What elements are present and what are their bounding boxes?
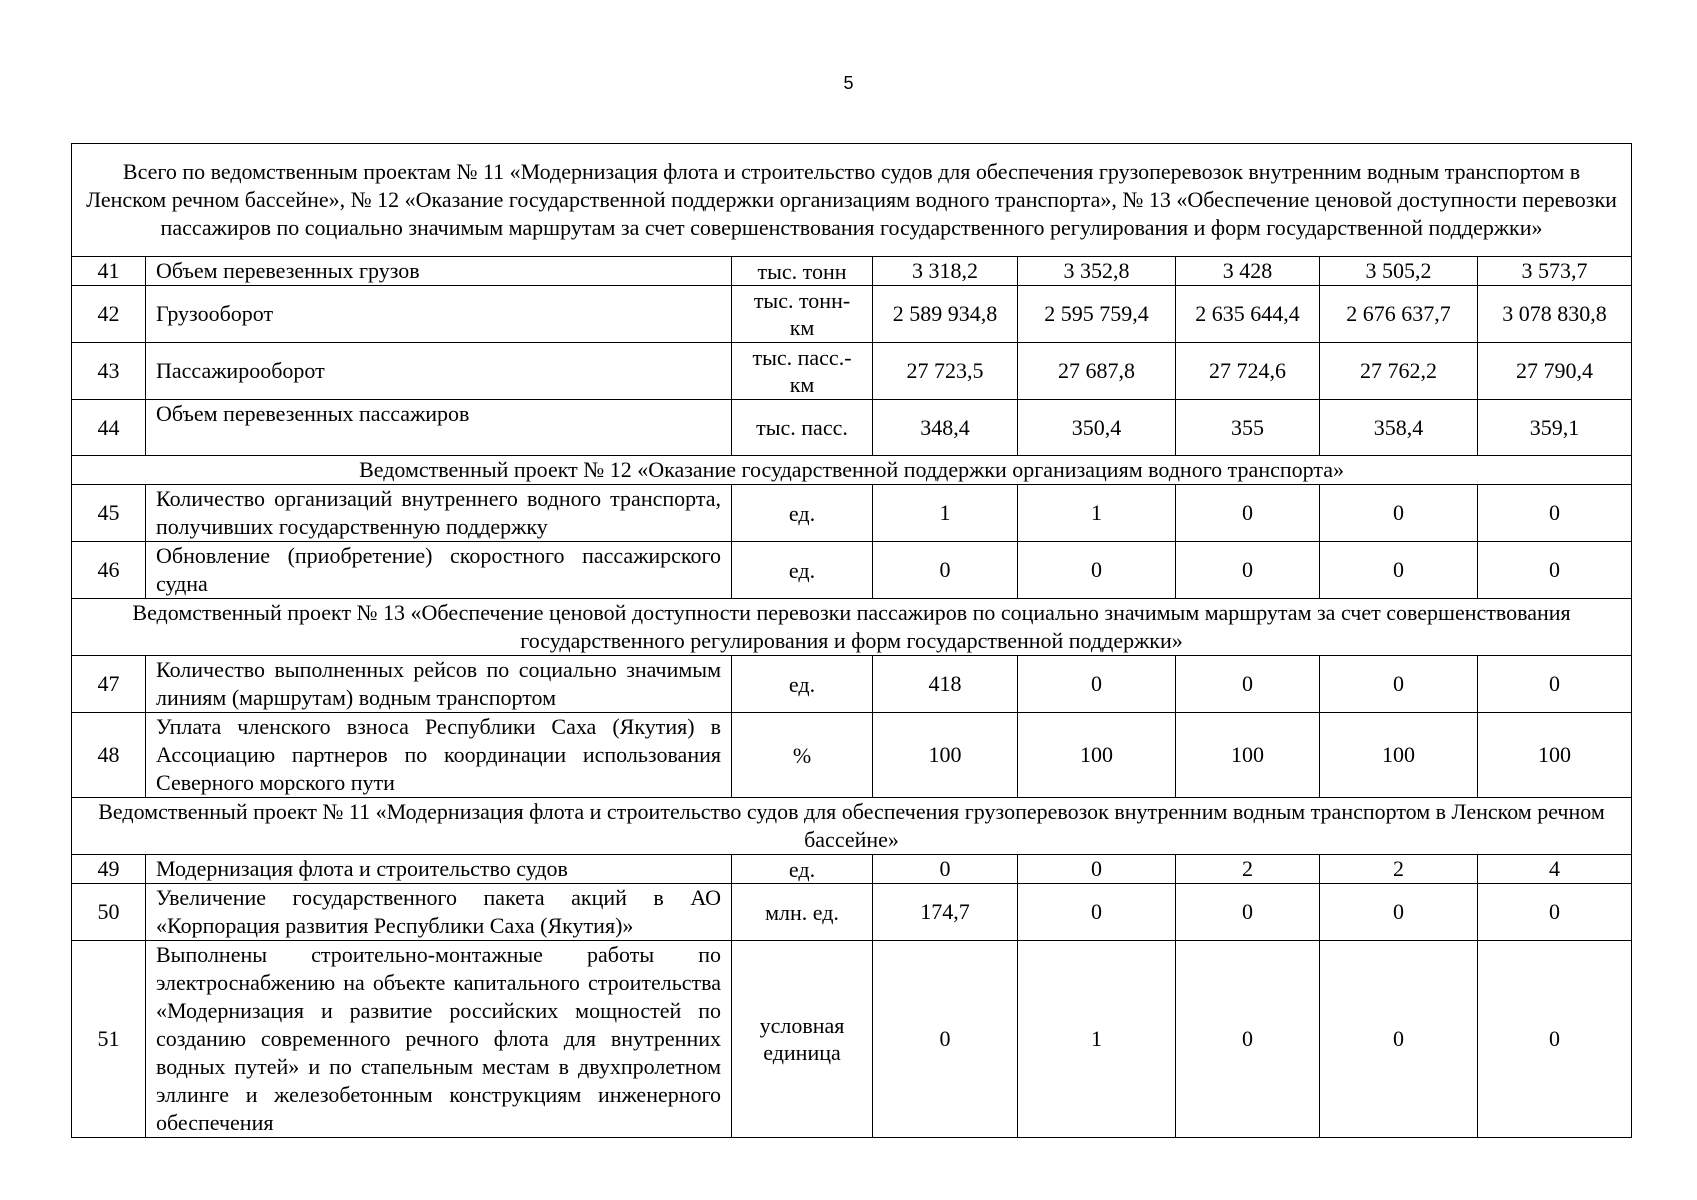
value-cell: 0 <box>1478 656 1632 713</box>
value-cell: 100 <box>873 713 1018 798</box>
unit-cell: ед. <box>732 542 873 599</box>
table-row <box>72 343 1632 400</box>
unit-cell: ед. <box>732 485 873 542</box>
unit-cell: млн. ед. <box>732 884 873 941</box>
row-number: 41 <box>72 257 146 286</box>
row-number: 49 <box>72 855 146 884</box>
unit-cell: тыс. пасс. <box>732 400 873 456</box>
value-cell: 27 790,4 <box>1478 343 1632 400</box>
value-cell: 0 <box>873 855 1018 884</box>
value-cell: 1 <box>1018 941 1176 1138</box>
value-cell: 0 <box>1320 884 1478 941</box>
value-cell: 355 <box>1176 400 1320 456</box>
table-row <box>72 257 1632 286</box>
row-number: 48 <box>72 713 146 798</box>
value-cell: 174,7 <box>873 884 1018 941</box>
value-cell: 0 <box>1176 485 1320 542</box>
row-number: 42 <box>72 286 146 343</box>
row-number: 51 <box>72 941 146 1138</box>
value-cell: 359,1 <box>1478 400 1632 456</box>
value-cell: 0 <box>1176 656 1320 713</box>
value-cell: 2 <box>1320 855 1478 884</box>
value-cell: 350,4 <box>1018 400 1176 456</box>
unit-cell: ед. <box>732 656 873 713</box>
value-cell: 0 <box>1018 542 1176 599</box>
table-row <box>72 485 1632 542</box>
value-cell: 3 573,7 <box>1478 257 1632 286</box>
value-cell: 3 318,2 <box>873 257 1018 286</box>
value-cell: 0 <box>1478 542 1632 599</box>
value-cell: 27 723,5 <box>873 343 1018 400</box>
row-number: 45 <box>72 485 146 542</box>
value-cell: 100 <box>1018 713 1176 798</box>
section-header-row <box>72 798 1632 855</box>
indicator-name: Объем перевезенных пассажиров <box>146 400 732 456</box>
table-body <box>72 144 1632 1138</box>
row-number: 50 <box>72 884 146 941</box>
value-cell: 0 <box>1176 542 1320 599</box>
value-cell: 0 <box>1320 485 1478 542</box>
value-cell: 2 595 759,4 <box>1018 286 1176 343</box>
value-cell: 2 676 637,7 <box>1320 286 1478 343</box>
value-cell: 0 <box>1320 941 1478 1138</box>
indicator-name: Модернизация флота и строительство судов <box>146 855 732 884</box>
indicator-name: Увеличение государственного пакета акций в АО «Корпорация развития Республики Саха (Якутия)» <box>146 884 732 941</box>
section-header: Ведомственный проект № 12 «Оказание государственной поддержки организациям водного транспорта» <box>72 456 1632 485</box>
value-cell: 0 <box>1320 542 1478 599</box>
section-header-row <box>72 599 1632 656</box>
indicator-name: Уплата членского взноса Республики Саха (Якутия) в Ассоциацию партнеров по координации использования Северного морского пути <box>146 713 732 798</box>
value-cell: 0 <box>1018 855 1176 884</box>
value-cell: 0 <box>1320 656 1478 713</box>
indicator-name: Выполнены строительно-монтажные работы по электроснабжению на объекте капитального строительства «Модернизация и развитие российских мощностей по созданию современного речного флота для внутренних водных путей» и по стапельным местам в двухпролетном эллинге и железобетонным конструкциям инженерного обеспечения <box>146 941 732 1138</box>
value-cell: 2 <box>1176 855 1320 884</box>
unit-cell: тыс. тонн-км <box>732 286 873 343</box>
table-row <box>72 884 1632 941</box>
indicator-name: Пассажирооборот <box>146 343 732 400</box>
indicator-name: Обновление (приобретение) скоростного пассажирского судна <box>146 542 732 599</box>
indicator-name: Количество выполненных рейсов по социально значимым линиям (маршрутам) водным транспортом <box>146 656 732 713</box>
value-cell: 100 <box>1176 713 1320 798</box>
value-cell: 100 <box>1320 713 1478 798</box>
section-header-row <box>72 144 1632 257</box>
value-cell: 0 <box>1478 884 1632 941</box>
value-cell: 100 <box>1478 713 1632 798</box>
row-number: 43 <box>72 343 146 400</box>
unit-cell: тыс. пасс.-км <box>732 343 873 400</box>
table-row <box>72 286 1632 343</box>
unit-cell: % <box>732 713 873 798</box>
value-cell: 358,4 <box>1320 400 1478 456</box>
unit-cell: ед. <box>732 855 873 884</box>
table-row <box>72 855 1632 884</box>
value-cell: 27 687,8 <box>1018 343 1176 400</box>
value-cell: 0 <box>1478 941 1632 1138</box>
value-cell: 3 505,2 <box>1320 257 1478 286</box>
section-header-row <box>72 456 1632 485</box>
row-number: 46 <box>72 542 146 599</box>
table-row <box>72 542 1632 599</box>
section-header: Ведомственный проект № 11 «Модернизация флота и строительство судов для обеспечения грузоперевозок внутренним водным транспортом в Ленском речном бассейне» <box>72 798 1632 855</box>
value-cell: 348,4 <box>873 400 1018 456</box>
value-cell: 1 <box>1018 485 1176 542</box>
table-row <box>72 656 1632 713</box>
indicator-name: Количество организаций внутреннего водного транспорта, получивших государственную поддержку <box>146 485 732 542</box>
table-row <box>72 713 1632 798</box>
page-number: 5 <box>843 73 854 93</box>
value-cell: 3 428 <box>1176 257 1320 286</box>
value-cell: 4 <box>1478 855 1632 884</box>
indicator-name: Грузооборот <box>146 286 732 343</box>
value-cell: 27 762,2 <box>1320 343 1478 400</box>
value-cell: 0 <box>1176 941 1320 1138</box>
value-cell: 0 <box>1018 656 1176 713</box>
value-cell: 3 352,8 <box>1018 257 1176 286</box>
value-cell: 418 <box>873 656 1018 713</box>
indicators-table <box>71 143 1632 1138</box>
value-cell: 2 589 934,8 <box>873 286 1018 343</box>
value-cell: 0 <box>1478 485 1632 542</box>
table-row <box>72 400 1632 456</box>
value-cell: 1 <box>873 485 1018 542</box>
value-cell: 2 635 644,4 <box>1176 286 1320 343</box>
value-cell: 27 724,6 <box>1176 343 1320 400</box>
row-number: 44 <box>72 400 146 456</box>
indicator-name: Объем перевезенных грузов <box>146 257 732 286</box>
table-row <box>72 941 1632 1138</box>
value-cell: 0 <box>1176 884 1320 941</box>
value-cell: 3 078 830,8 <box>1478 286 1632 343</box>
unit-cell: тыс. тонн <box>732 257 873 286</box>
section-header: Всего по ведомственным проектам № 11 «Модернизация флота и строительство судов для обеспечения грузоперевозок внутренним водным транспортом в Ленском речном бассейне», № 12 «Оказание государственной поддержки организациям водного транспорта», № 13 «Обеспечение ценовой доступности перевозки пассажиров по социально значимым маршрутам за счет совершенствования государственного регулирования и форм государственной поддержки» <box>72 144 1632 257</box>
value-cell: 0 <box>873 542 1018 599</box>
value-cell: 0 <box>1018 884 1176 941</box>
value-cell: 0 <box>873 941 1018 1138</box>
row-number: 47 <box>72 656 146 713</box>
unit-cell: условная единица <box>732 941 873 1138</box>
section-header: Ведомственный проект № 13 «Обеспечение ценовой доступности перевозки пассажиров по социально значимым маршрутам за счет совершенствования государственного регулирования и форм государственной поддержки» <box>72 599 1632 656</box>
